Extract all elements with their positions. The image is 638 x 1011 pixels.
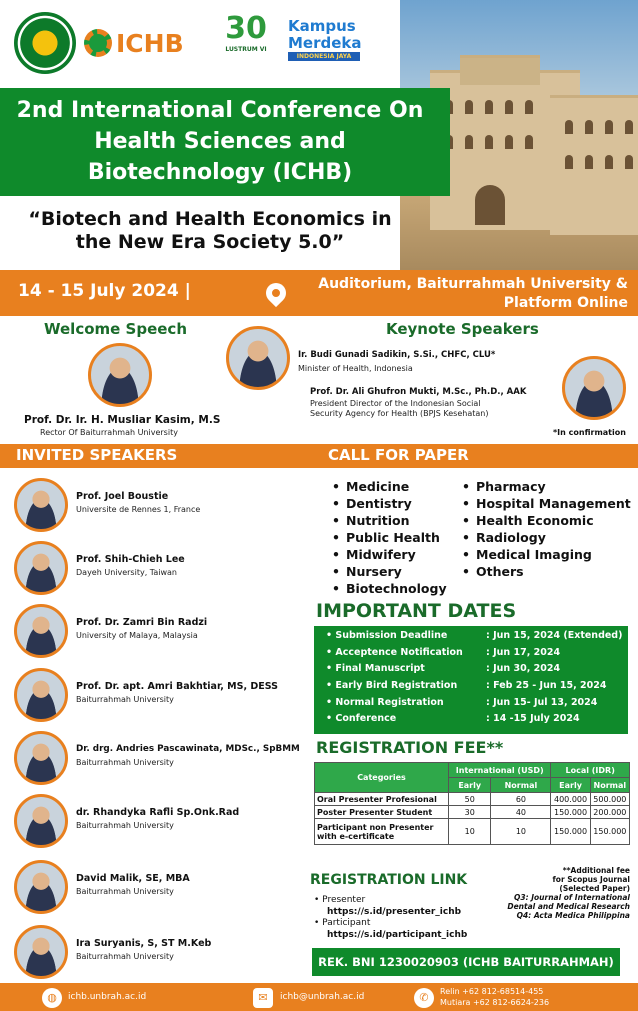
avatar xyxy=(14,731,68,785)
scopus-note xyxy=(488,866,630,920)
fee-cell: 400.000 xyxy=(551,793,590,806)
presenter-link[interactable]: https://s.id/presenter_ichb xyxy=(327,906,462,917)
fee-table xyxy=(314,762,630,845)
registration-link-heading: REGISTRATION LINK xyxy=(310,872,468,888)
speaker-name: Prof. Shih-Chieh Lee xyxy=(76,554,185,565)
table-row xyxy=(315,806,630,819)
note-line: Q4: Acta Medica Philippina xyxy=(516,911,630,920)
topic-item: • Dentistry xyxy=(330,495,447,512)
date-value: : Feb 25 - Jun 15, 2024 xyxy=(486,680,607,692)
col-header: Local (IDR) xyxy=(551,763,630,778)
presenter-label: • Presenter xyxy=(314,895,467,907)
col-header: Normal xyxy=(491,778,551,793)
col-header: Early xyxy=(449,778,491,793)
participant-label: • Participant xyxy=(314,918,467,930)
date-value: : Jun 17, 2024 xyxy=(486,646,561,658)
date-value: : Jun 30, 2024 xyxy=(486,663,561,675)
fee-cell: 10 xyxy=(449,819,491,845)
bank-account: REK. BNI 1230020903 (ICHB BAITURRAHMAH) xyxy=(312,948,620,976)
confirmation-note: *In confirmation xyxy=(553,428,626,437)
col-header: Normal xyxy=(590,778,629,793)
speaker-affiliation: Baiturrahmah University xyxy=(76,952,174,961)
date-label: • Acceptence Notification xyxy=(326,647,463,658)
topic-item: • Medical Imaging xyxy=(460,546,631,563)
avatar xyxy=(14,541,68,595)
note-line: for Scopus Journal xyxy=(552,875,630,884)
keynote-1-role: Minister of Health, Indonesia xyxy=(298,364,413,373)
list-item xyxy=(14,541,314,597)
date-label: • Conference xyxy=(326,713,396,724)
date-row xyxy=(314,680,628,697)
avatar xyxy=(14,478,68,532)
fee-cell: Oral Presenter Profesional xyxy=(315,793,449,806)
list-item xyxy=(14,860,314,916)
topics-list-1 xyxy=(330,478,447,597)
date-label: • Final Manuscript xyxy=(326,663,425,674)
date-value: : Jun 15- Jul 13, 2024 xyxy=(486,696,598,708)
call-for-paper-heading: CALL FOR PAPER xyxy=(328,446,469,464)
avatar xyxy=(14,604,68,658)
note-line: (Selected Paper) xyxy=(559,884,630,893)
date-row xyxy=(314,663,628,680)
website-link[interactable]: ichb.unbrah.ac.id xyxy=(68,992,147,1002)
col-header: Early xyxy=(551,778,590,793)
logo-row xyxy=(0,0,400,88)
registration-fee-heading: REGISTRATION FEE** xyxy=(316,738,504,757)
lustrum-text: LUSTRUM VI xyxy=(225,46,267,53)
invited-heading: INVITED SPEAKERS xyxy=(16,446,178,464)
speaker-name: Prof. Dr. apt. Amri Bakhtiar, MS, DESS xyxy=(76,681,278,692)
fee-cell: 10 xyxy=(491,819,551,845)
unbrah-logo xyxy=(14,12,76,74)
keynote-1-name: Ir. Budi Gunadi Sadikin, S.Si., CHFC, CLU* xyxy=(298,350,496,360)
speaker-affiliation: Baiturrahmah University xyxy=(76,695,174,704)
fee-cell: 60 xyxy=(491,793,551,806)
speaker-name: Dr. drg. Andries Pascawinata, MDSc., SpBMM xyxy=(76,744,300,754)
avatar xyxy=(14,668,68,722)
phone-1: Relin +62 812-68514-455 xyxy=(440,987,544,996)
list-item xyxy=(14,668,314,724)
list-item xyxy=(14,794,314,850)
avatar xyxy=(14,925,68,979)
topic-item: • Nursery xyxy=(330,563,447,580)
list-item xyxy=(14,925,314,981)
topic-item: • Radiology xyxy=(460,529,631,546)
note-line: Q3: Journal of International xyxy=(514,893,630,902)
km-tagline: INDONESIA JAYA xyxy=(288,52,360,61)
ichb-logo xyxy=(84,12,204,74)
speaker-affiliation: Baiturrahmah University xyxy=(76,821,174,830)
topic-item: • Pharmacy xyxy=(460,478,631,495)
km-word-2: Merdeka xyxy=(288,34,362,52)
table-row xyxy=(315,819,630,845)
fee-cell: 500.000 xyxy=(590,793,629,806)
speaker-affiliation: Baiturrahmah University xyxy=(76,758,174,767)
list-item xyxy=(14,478,314,534)
date-label: • Normal Registration xyxy=(326,697,444,708)
keynote-2-name: Prof. Dr. Ali Ghufron Mukti, M.Sc., Ph.D., AAK xyxy=(310,387,527,397)
mail-icon: ✉ xyxy=(253,988,273,1008)
list-item xyxy=(14,731,314,787)
topic-item: • Nutrition xyxy=(330,512,447,529)
lustrum-logo xyxy=(218,12,274,74)
important-dates-box xyxy=(314,626,628,734)
fee-cell: 30 xyxy=(449,806,491,819)
globe-icon: ◍ xyxy=(42,988,62,1008)
important-dates-heading: IMPORTANT DATES xyxy=(316,600,517,622)
col-header: Categories xyxy=(315,763,449,793)
phone-2: Mutiara +62 812-6624-236 xyxy=(440,998,550,1007)
avatar xyxy=(562,356,626,420)
topic-item: • Others xyxy=(460,563,631,580)
speaker-affiliation: University of Malaya, Malaysia xyxy=(76,631,198,640)
fee-cell: 40 xyxy=(491,806,551,819)
keynote-heading: Keynote Speakers xyxy=(386,320,539,338)
welcome-name: Prof. Dr. Ir. H. Musliar Kasim, M.S xyxy=(24,414,221,426)
date-value: : Jun 15, 2024 (Extended) xyxy=(486,630,623,641)
participant-link[interactable]: https://s.id/participant_ichb xyxy=(327,929,468,940)
km-word-1: Kampus xyxy=(288,17,356,35)
keynote-2-role: President Director of the Indonesian Social xyxy=(310,399,481,408)
fee-cell: 150.000 xyxy=(590,819,629,845)
phone-icon: ✆ xyxy=(414,988,434,1008)
topic-item: • Health Economic xyxy=(460,512,631,529)
date-value: : 14 -15 July 2024 xyxy=(486,713,580,725)
topic-item: • Public Health xyxy=(330,529,447,546)
date-row xyxy=(314,647,628,664)
conference-theme: “Biotech and Health Economics in the New Era Society 5.0” xyxy=(28,208,392,253)
welcome-role: Rector Of Baiturrahmah University xyxy=(40,428,178,437)
note-line: Dental and Medical Research xyxy=(507,902,630,911)
kampus-merdeka-logo xyxy=(288,18,378,80)
speaker-name: Ira Suryanis, S, ST M.Keb xyxy=(76,938,212,949)
avatar xyxy=(226,326,290,390)
date-label: • Submission Deadline xyxy=(326,630,447,641)
speaker-name: dr. Rhandyka Rafli Sp.Onk.Rad xyxy=(76,807,240,818)
note-line: **Additional fee xyxy=(562,866,630,875)
col-header: International (USD) xyxy=(449,763,551,778)
topic-item: • Hospital Management xyxy=(460,495,631,512)
speaker-name: Prof. Dr. Zamri Bin Radzi xyxy=(76,617,208,628)
avatar xyxy=(88,343,152,407)
avatar xyxy=(14,860,68,914)
date-row xyxy=(314,630,628,647)
topic-item: • Medicine xyxy=(330,478,447,495)
fee-cell: 150.000 xyxy=(551,819,590,845)
fee-cell: 50 xyxy=(449,793,491,806)
email-link[interactable]: ichb@unbrah.ac.id xyxy=(280,992,365,1002)
gear-icon xyxy=(84,29,112,57)
fee-cell: 200.000 xyxy=(590,806,629,819)
lustrum-number: 30 xyxy=(225,11,267,46)
registration-links xyxy=(314,895,467,941)
topics-list-2 xyxy=(460,478,631,580)
list-item xyxy=(14,604,314,660)
speaker-name: David Malik, SE, MBA xyxy=(76,873,190,884)
topic-item: • Biotechnology xyxy=(330,580,447,597)
topic-item: • Midwifery xyxy=(330,546,447,563)
date-label: • Early Bird Registration xyxy=(326,680,457,691)
date-row xyxy=(314,713,628,730)
ichb-logo-text: ICHB xyxy=(116,28,184,58)
keynote-2-role: Security Agency for Health (BPJS Kesehatan) xyxy=(310,409,489,418)
speaker-name: Prof. Joel Boustie xyxy=(76,491,169,502)
conference-title: 2nd International Conference On Health Sciences and Biotechnology (ICHB) xyxy=(16,98,424,185)
fee-cell: Participant non Presenter with e-certificate xyxy=(315,819,449,845)
conference-date: 14 - 15 July 2024 | xyxy=(18,281,191,301)
speaker-affiliation: Dayeh University, Taiwan xyxy=(76,568,177,577)
avatar xyxy=(14,794,68,848)
date-row xyxy=(314,697,628,714)
welcome-heading: Welcome Speech xyxy=(44,320,188,338)
speaker-affiliation: Baiturrahmah University xyxy=(76,887,174,896)
table-row xyxy=(315,793,630,806)
conference-venue: Auditorium, Baiturrahmah University & Platform Online xyxy=(318,276,628,311)
fee-cell: 150.000 xyxy=(551,806,590,819)
speaker-affiliation: Universite de Rennes 1, France xyxy=(76,505,201,514)
fee-cell: Poster Presenter Student xyxy=(315,806,449,819)
